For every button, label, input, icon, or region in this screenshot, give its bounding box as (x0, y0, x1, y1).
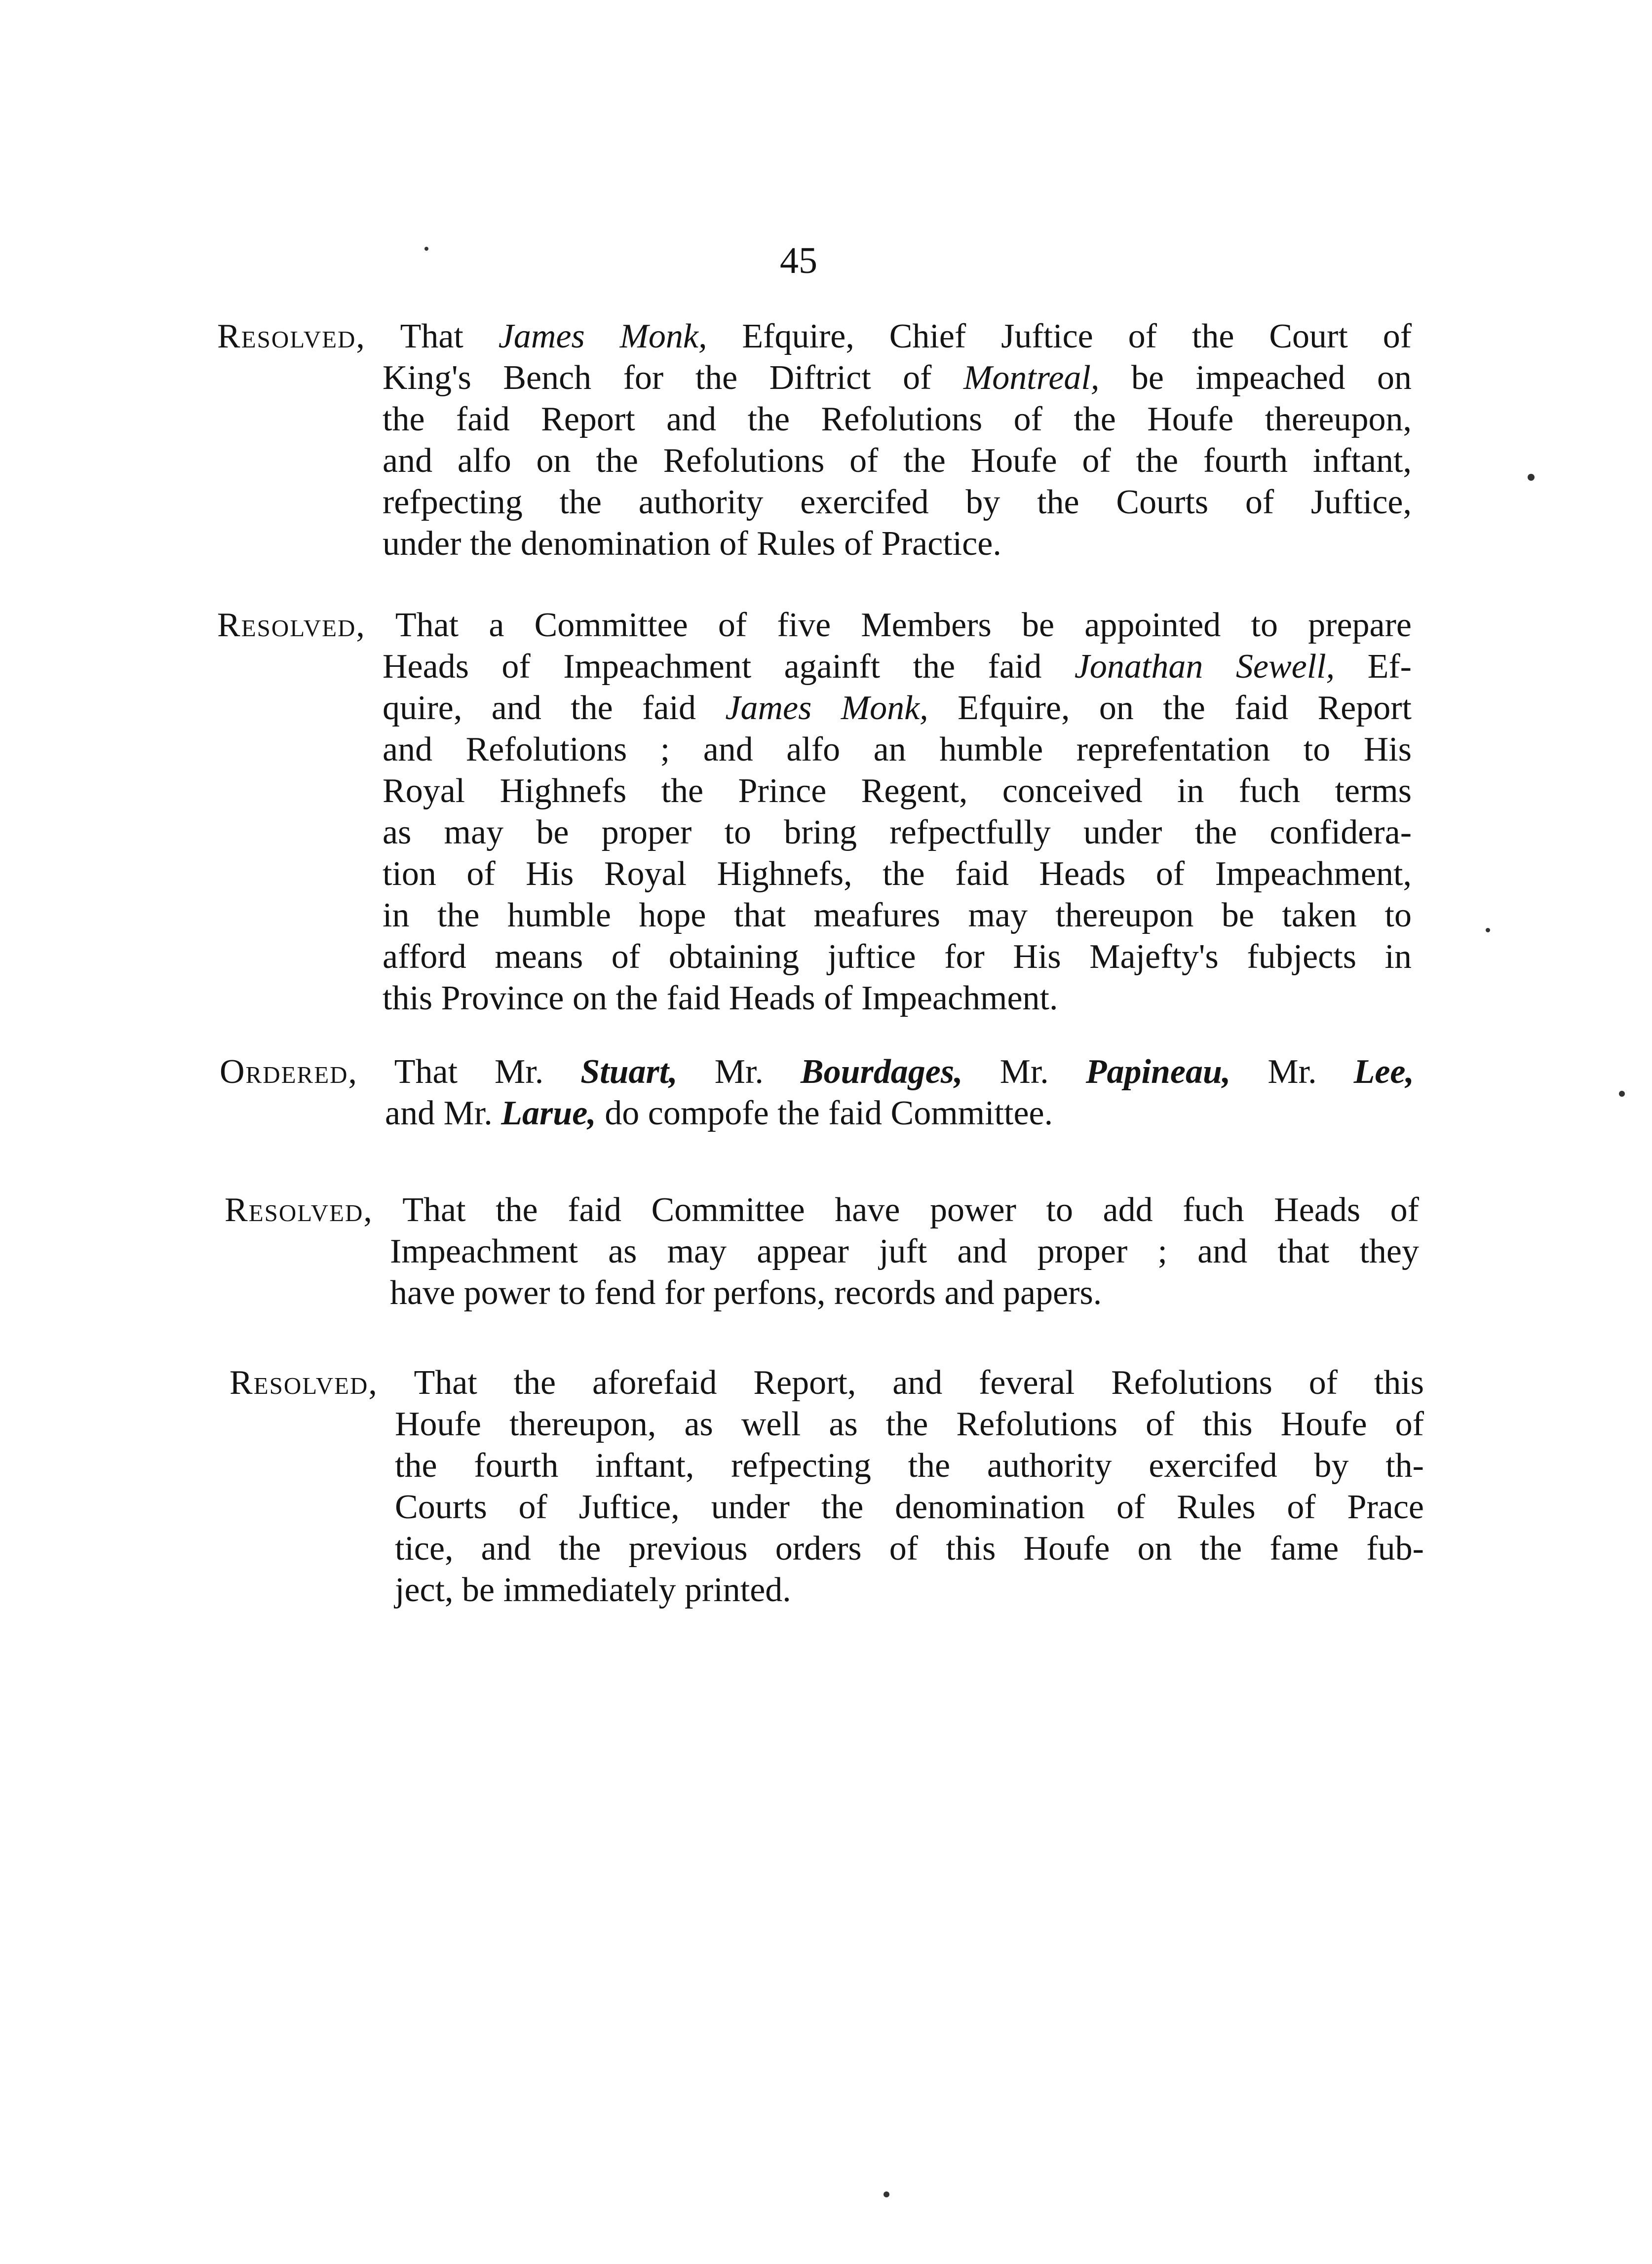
lead-word: Resolved, (217, 606, 366, 644)
text-line (230, 1445, 1424, 1487)
text-run: Courts of Juftice, under the denomination of Rules of Prace (395, 1488, 1424, 1526)
text-run: quire, and the faid (383, 689, 726, 727)
text-run: be impeached on (1099, 359, 1412, 397)
text-line (217, 523, 1412, 565)
text-line (217, 688, 1412, 729)
scan-speck (1486, 928, 1490, 932)
italic-name: James Monk, (498, 317, 707, 355)
page-number: 45 (780, 240, 817, 281)
lead-word: Ordered, (220, 1053, 358, 1091)
text-line (230, 1487, 1424, 1528)
text-line (225, 1272, 1419, 1314)
resolution-paragraph (225, 1190, 1419, 1314)
text-line (217, 978, 1412, 1019)
text-run: tion of His Royal Highnefs, the faid Heads of Impeachment, (383, 855, 1412, 893)
text-run: have power to fend for perfons, records and papers. (390, 1274, 1102, 1312)
text-run: That the aforefaid Report, and feveral Refolutions of this (414, 1364, 1424, 1402)
resolution-paragraph (217, 316, 1412, 565)
text-run: and alfo on the Refolutions of the Houfe of the fourth inftant, (383, 442, 1412, 480)
text-line (217, 357, 1412, 399)
resolution-paragraph (217, 605, 1412, 1019)
lead-word: Resolved, (217, 317, 366, 355)
text-run: King's Bench for the Diftrict of (383, 359, 963, 397)
text-line (217, 895, 1412, 936)
text-run: as may be proper to bring refpectfully under the confidera- (383, 813, 1412, 851)
text-run: Mr. (677, 1053, 801, 1091)
text-run: That Mr. (394, 1053, 581, 1091)
text-run: refpecting the authority exercifed by the Courts of Juftice, (383, 483, 1412, 521)
text-run: Ef- (1335, 648, 1412, 686)
text-line (217, 316, 1412, 357)
text-line (230, 1570, 1424, 1611)
text-run: and Mr. (385, 1094, 501, 1132)
text-run: and Refolutions ; and alfo an humble reprefentation to His (383, 730, 1412, 768)
text-line (225, 1231, 1419, 1272)
text-line (220, 1051, 1414, 1093)
lead-word: Resolved, (225, 1191, 373, 1229)
text-line (217, 770, 1412, 812)
member-name: Stuart, (580, 1053, 678, 1091)
text-run: That (400, 317, 499, 355)
text-line (217, 729, 1412, 770)
text-line (217, 399, 1412, 440)
order-paragraph (220, 1051, 1414, 1134)
text-run: Heads of Impeachment againft the faid (383, 648, 1075, 686)
text-run: Mr. (962, 1053, 1086, 1091)
text-run: tice, and the previous orders of this Houfe on the fame fub- (395, 1530, 1424, 1568)
text-line (230, 1404, 1424, 1445)
text-line (217, 936, 1412, 978)
text-run: Royal Highnefs the Prince Regent, conceived in fuch terms (383, 772, 1412, 810)
scan-speck (1528, 474, 1535, 481)
text-run: That a Committee of five Members be appointed to prepare (395, 606, 1412, 644)
text-run: this Province on the faid Heads of Impeachment. (383, 979, 1058, 1017)
member-name: Lee, (1353, 1053, 1414, 1091)
text-run: the faid Report and the Refolutions of the Houfe thereupon, (383, 400, 1412, 438)
resolution-paragraph (230, 1362, 1424, 1611)
text-run: Impeachment as may appear juft and proper ; and that they (390, 1232, 1419, 1270)
text-run: do compofe the faid Committee. (596, 1094, 1053, 1132)
text-run: afford means of obtaining juftice for His Majefty's fubjects in (383, 938, 1412, 976)
text-line (230, 1362, 1424, 1404)
text-line (217, 646, 1412, 688)
text-line (225, 1190, 1419, 1231)
text-line (217, 605, 1412, 646)
italic-name: Jonathan Sewell, (1074, 648, 1335, 686)
text-run: Mr. (1230, 1053, 1354, 1091)
italic-name: Montreal, (963, 359, 1100, 397)
text-run: Efquire, on the faid Report (928, 689, 1412, 727)
text-line (217, 440, 1412, 482)
text-run: That the faid Committee have power to add fuch Heads of (402, 1191, 1419, 1229)
text-run: Houfe thereupon, as well as the Refolutions of this Houfe of (395, 1405, 1424, 1443)
text-run: under the denomination of Rules of Practice. (383, 525, 1001, 563)
text-line (220, 1093, 1414, 1134)
lead-word: Resolved, (230, 1364, 378, 1402)
scan-speck (884, 2191, 889, 2197)
text-run: ject, be immediately printed. (395, 1571, 791, 1609)
member-name: Papineau, (1085, 1053, 1231, 1091)
text-run: the fourth inftant, refpecting the authority exercifed by th- (395, 1447, 1424, 1485)
text-line (230, 1528, 1424, 1570)
text-line (217, 853, 1412, 895)
member-name: Larue, (501, 1094, 596, 1132)
scan-speck (424, 247, 428, 251)
scan-speck (1619, 1091, 1625, 1097)
text-line (217, 812, 1412, 853)
text-run: in the humble hope that meafures may thereupon be taken to (383, 896, 1412, 934)
member-name: Bourdages, (800, 1053, 963, 1091)
text-run: Efquire, Chief Juftice of the Court of (707, 317, 1412, 355)
italic-name: James Monk, (725, 689, 928, 727)
text-line (217, 482, 1412, 523)
